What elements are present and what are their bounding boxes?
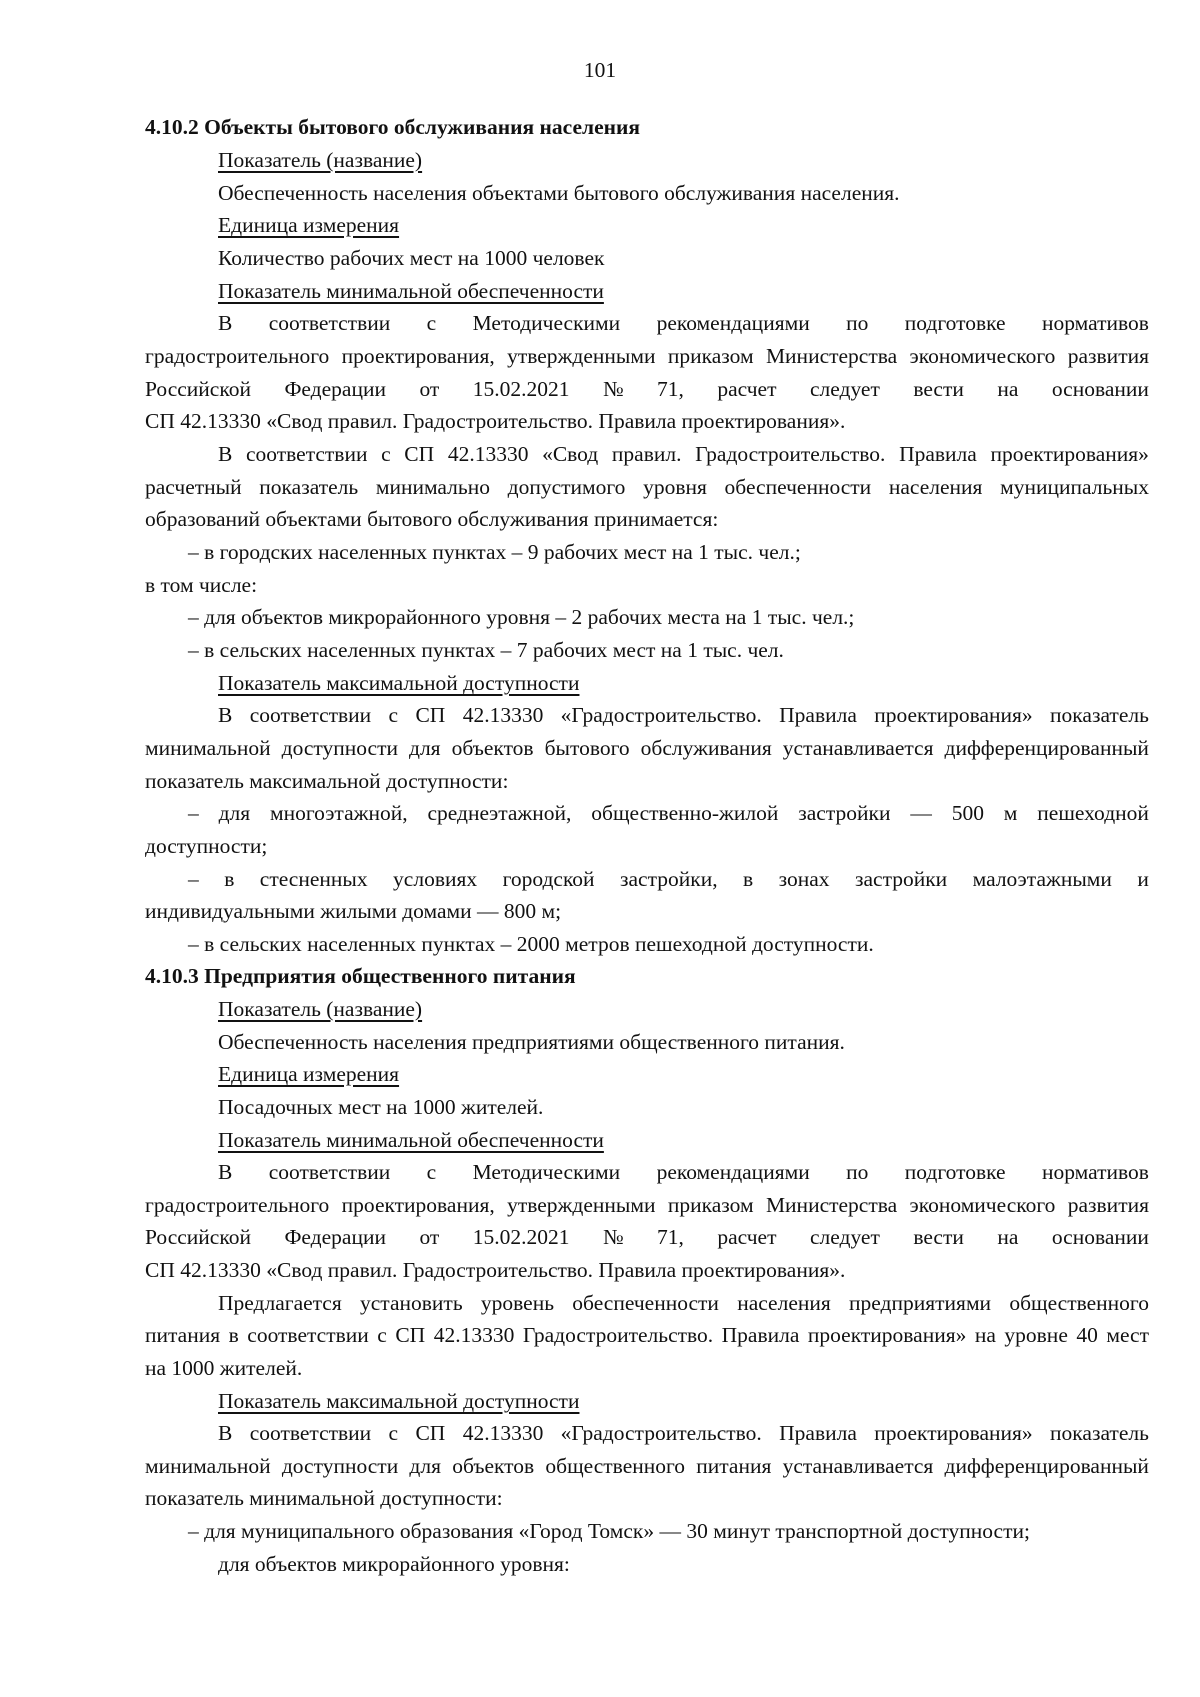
word: соответствии	[249, 703, 372, 727]
word: общественно-жилой	[591, 801, 779, 825]
unit-label: Единица измерения	[218, 1062, 400, 1086]
word: соответствии	[268, 1160, 391, 1184]
word: –	[188, 867, 199, 891]
page-number: 101	[583, 58, 617, 82]
word: минимальной	[145, 1454, 271, 1478]
word: следует	[809, 1225, 880, 1249]
word: соответствии	[268, 311, 391, 335]
word: Градостроительство.	[522, 1323, 714, 1347]
word: объектов	[452, 1454, 535, 1478]
word: муниципальных	[1000, 475, 1149, 499]
word: Предлагается	[218, 1291, 342, 1315]
word: В	[218, 311, 233, 335]
word: показатель	[1050, 703, 1149, 727]
word: приказом	[667, 344, 754, 368]
word: 500	[951, 801, 984, 825]
word: следует	[809, 377, 880, 401]
word: «Градостроительство.	[560, 1421, 762, 1445]
indicator-name-value: Обеспеченность населения объектами бытового обслуживания населения.	[218, 181, 900, 205]
list-item: – для муниципального образования «Город Томск» — 30 минут транспортной доступности;	[188, 1519, 1030, 1543]
word: уровня	[643, 475, 707, 499]
paragraph-line	[145, 1190, 1149, 1220]
word: 71,	[657, 1225, 684, 1249]
word: на	[974, 1323, 996, 1347]
word: проектирования»	[807, 1323, 967, 1347]
word: Федерации	[284, 1225, 386, 1249]
min-provision-label: Показатель минимальной обеспеченности	[218, 279, 604, 303]
paragraph-line	[145, 1320, 1149, 1350]
min-provision-label: Показатель минимальной обеспеченности	[218, 1128, 604, 1152]
paragraph-line	[218, 1288, 1149, 1318]
word: В	[218, 703, 233, 727]
word: с	[388, 1421, 399, 1445]
word: среднеэтажной,	[427, 801, 572, 825]
word: с	[426, 311, 437, 335]
word: подготовке	[904, 311, 1006, 335]
word: обслуживания	[640, 736, 772, 760]
paragraph-line: в том числе:	[145, 573, 258, 597]
word: в	[228, 1323, 239, 1347]
word: СП	[415, 703, 446, 727]
word: для	[218, 801, 251, 825]
word: дифференцированный	[944, 1454, 1149, 1478]
paragraph-line	[218, 1418, 1149, 1448]
word: с	[426, 1160, 437, 1184]
list-item: – в городских населенных пунктах – 9 рабочих мест на 1 тыс. чел.;	[188, 540, 801, 564]
paragraph-line	[145, 1222, 1149, 1252]
paragraph-line	[218, 308, 1149, 338]
word: экономического	[909, 1193, 1056, 1217]
word: и	[1137, 867, 1149, 891]
word: объектов	[451, 736, 534, 760]
word: Российской	[145, 377, 251, 401]
word: с	[377, 1323, 387, 1347]
word: 42.13330	[447, 442, 529, 466]
word: городской	[502, 867, 595, 891]
word: минимально	[375, 475, 490, 499]
word: с	[388, 703, 399, 727]
word: обеспеченности	[572, 1291, 719, 1315]
list-item: – в сельских населенных пунктах – 2000 метров пешеходной доступности.	[188, 932, 874, 956]
word: основании	[1051, 1225, 1149, 1249]
word: развития	[1067, 1193, 1149, 1217]
word: проектирования»	[874, 703, 1033, 727]
word: Правила	[899, 442, 977, 466]
word: населения	[737, 1291, 831, 1315]
word: В	[218, 1160, 233, 1184]
word: градостроительного	[145, 1193, 330, 1217]
word: устанавливается	[782, 736, 934, 760]
word: —	[910, 801, 932, 825]
word: застройки	[798, 801, 891, 825]
paragraph-line: СП 42.13330 «Свод правил. Градостроительство. Правила проектирования».	[145, 1258, 846, 1282]
word: соответствии	[247, 1323, 369, 1347]
paragraph-line: на 1000 жителей.	[145, 1356, 303, 1380]
word: в	[743, 867, 754, 891]
word: СП	[395, 1323, 426, 1347]
word: соответствии	[249, 1421, 372, 1445]
word: Правила	[779, 1421, 857, 1445]
paragraph-line: для объектов микрорайонного уровня:	[218, 1552, 570, 1576]
word: от	[419, 377, 440, 401]
paragraph-line: показатель минимальной доступности:	[145, 1486, 503, 1510]
word: допустимого	[507, 475, 626, 499]
word: по	[846, 311, 869, 335]
word: расчетный	[145, 475, 242, 499]
word: рекомендациями	[656, 311, 810, 335]
word: проектирования»	[990, 442, 1149, 466]
word: утвержденными	[507, 1193, 656, 1217]
paragraph-line	[145, 472, 1149, 502]
max-accessibility-label: Показатель максимальной доступности	[218, 671, 580, 695]
word: Правила	[779, 703, 857, 727]
paragraph-line	[218, 700, 1149, 730]
unit-label: Единица измерения	[218, 213, 400, 237]
list-item	[188, 798, 1149, 828]
word: показатель	[1050, 1421, 1149, 1445]
word: бытового	[544, 736, 630, 760]
list-item: – в сельских населенных пунктах – 7 рабочих мест на 1 тыс. чел.	[188, 638, 784, 662]
word: –	[188, 801, 199, 825]
word: Методическими	[472, 311, 621, 335]
word: многоэтажной,	[270, 801, 408, 825]
word: для	[409, 736, 441, 760]
paragraph-line	[145, 341, 1149, 371]
word: по	[846, 1160, 869, 1184]
word: мест	[1106, 1323, 1149, 1347]
word: 40	[1076, 1323, 1098, 1347]
word: общественного	[545, 1454, 686, 1478]
word: вести	[913, 377, 964, 401]
word: застройки,	[620, 867, 718, 891]
word: утвержденными	[507, 344, 656, 368]
word: СП	[404, 442, 435, 466]
word: 15.02.2021	[472, 377, 570, 401]
paragraph-line	[145, 733, 1149, 763]
paragraph-line	[145, 1451, 1149, 1481]
paragraph-line: СП 42.13330 «Свод правил. Градостроительство. Правила проектирования».	[145, 409, 846, 433]
word: Министерства	[765, 1193, 898, 1217]
word: 71,	[657, 377, 684, 401]
word: для	[409, 1454, 441, 1478]
word: стесненных	[259, 867, 368, 891]
word: Федерации	[284, 377, 386, 401]
word: подготовке	[904, 1160, 1006, 1184]
unit-value: Посадочных мест на 1000 жителей.	[218, 1095, 544, 1119]
word: 42.13330	[462, 1421, 544, 1445]
indicator-name-value: Обеспеченность населения предприятиями общественного питания.	[218, 1030, 845, 1054]
word: «Градостроительство.	[560, 703, 762, 727]
word: уровне	[1004, 1323, 1068, 1347]
word: общественного	[1009, 1291, 1149, 1315]
word: на	[997, 1225, 1019, 1249]
word: проектирования,	[341, 1193, 495, 1217]
word: устанавливается	[782, 1454, 934, 1478]
word: уровень	[480, 1291, 555, 1315]
word: доступности	[281, 1454, 399, 1478]
word: зонах	[778, 867, 830, 891]
paragraph-line	[218, 1157, 1149, 1187]
max-accessibility-label: Показатель максимальной доступности	[218, 1389, 580, 1413]
word: минимальной	[145, 736, 271, 760]
word: от	[419, 1225, 440, 1249]
word: основании	[1051, 377, 1149, 401]
word: 42.13330	[433, 1323, 515, 1347]
word: приказом	[667, 1193, 754, 1217]
word: №	[603, 377, 624, 401]
word: «Свод	[542, 442, 599, 466]
list-item-continuation: индивидуальными жилыми домами — 800 м;	[145, 899, 562, 923]
word: 42.13330	[462, 703, 544, 727]
word: условиях	[393, 867, 478, 891]
word: в	[224, 867, 235, 891]
word: Министерства	[765, 344, 898, 368]
word: проектирования»	[874, 1421, 1033, 1445]
word: расчет	[717, 1225, 777, 1249]
word: обеспеченности	[724, 475, 872, 499]
list-item: – для объектов микрорайонного уровня – 2 рабочих места на 1 тыс. чел.;	[188, 605, 855, 629]
word: на	[997, 377, 1019, 401]
unit-value: Количество рабочих мест на 1000 человек	[218, 246, 605, 270]
list-item	[188, 864, 1149, 894]
word: №	[603, 1225, 624, 1249]
word: дифференцированный	[944, 736, 1149, 760]
word: м	[1003, 801, 1018, 825]
word: 15.02.2021	[472, 1225, 570, 1249]
word: предприятиями	[849, 1291, 992, 1315]
word: застройки	[854, 867, 948, 891]
word: градостроительного	[145, 344, 330, 368]
word: вести	[913, 1225, 964, 1249]
word: питания	[696, 1454, 772, 1478]
paragraph-line	[218, 439, 1149, 469]
word: развития	[1067, 344, 1149, 368]
word: Российской	[145, 1225, 251, 1249]
word: СП	[415, 1421, 446, 1445]
section-heading-4-10-2: 4.10.2 Объекты бытового обслуживания населения	[145, 115, 641, 139]
word: нормативов	[1041, 1160, 1149, 1184]
word: расчет	[717, 377, 777, 401]
paragraph-line: образований объектами бытового обслуживания принимается:	[145, 507, 719, 531]
word: с	[381, 442, 391, 466]
word: показатель	[259, 475, 359, 499]
indicator-name-label: Показатель (название)	[218, 997, 423, 1021]
word: экономического	[909, 344, 1056, 368]
word: В	[218, 442, 233, 466]
word: Правила	[721, 1323, 800, 1347]
word: рекомендациями	[656, 1160, 810, 1184]
word: соответствии	[245, 442, 368, 466]
word: питания	[145, 1323, 221, 1347]
word: пешеходной	[1037, 801, 1149, 825]
word: правил.	[611, 442, 682, 466]
paragraph-line: показатель максимальной доступности:	[145, 769, 509, 793]
section-heading-4-10-3: 4.10.3 Предприятия общественного питания	[145, 964, 576, 988]
word: Методическими	[472, 1160, 621, 1184]
word: установить	[360, 1291, 463, 1315]
word: доступности	[281, 736, 398, 760]
word: малоэтажными	[972, 867, 1112, 891]
word: нормативов	[1041, 311, 1149, 335]
paragraph-line	[145, 374, 1149, 404]
word: проектирования,	[341, 344, 495, 368]
indicator-name-label: Показатель (название)	[218, 148, 423, 172]
word: В	[218, 1421, 233, 1445]
list-item-continuation: доступности;	[145, 834, 268, 858]
word: Градостроительство.	[695, 442, 886, 466]
word: населения	[888, 475, 983, 499]
